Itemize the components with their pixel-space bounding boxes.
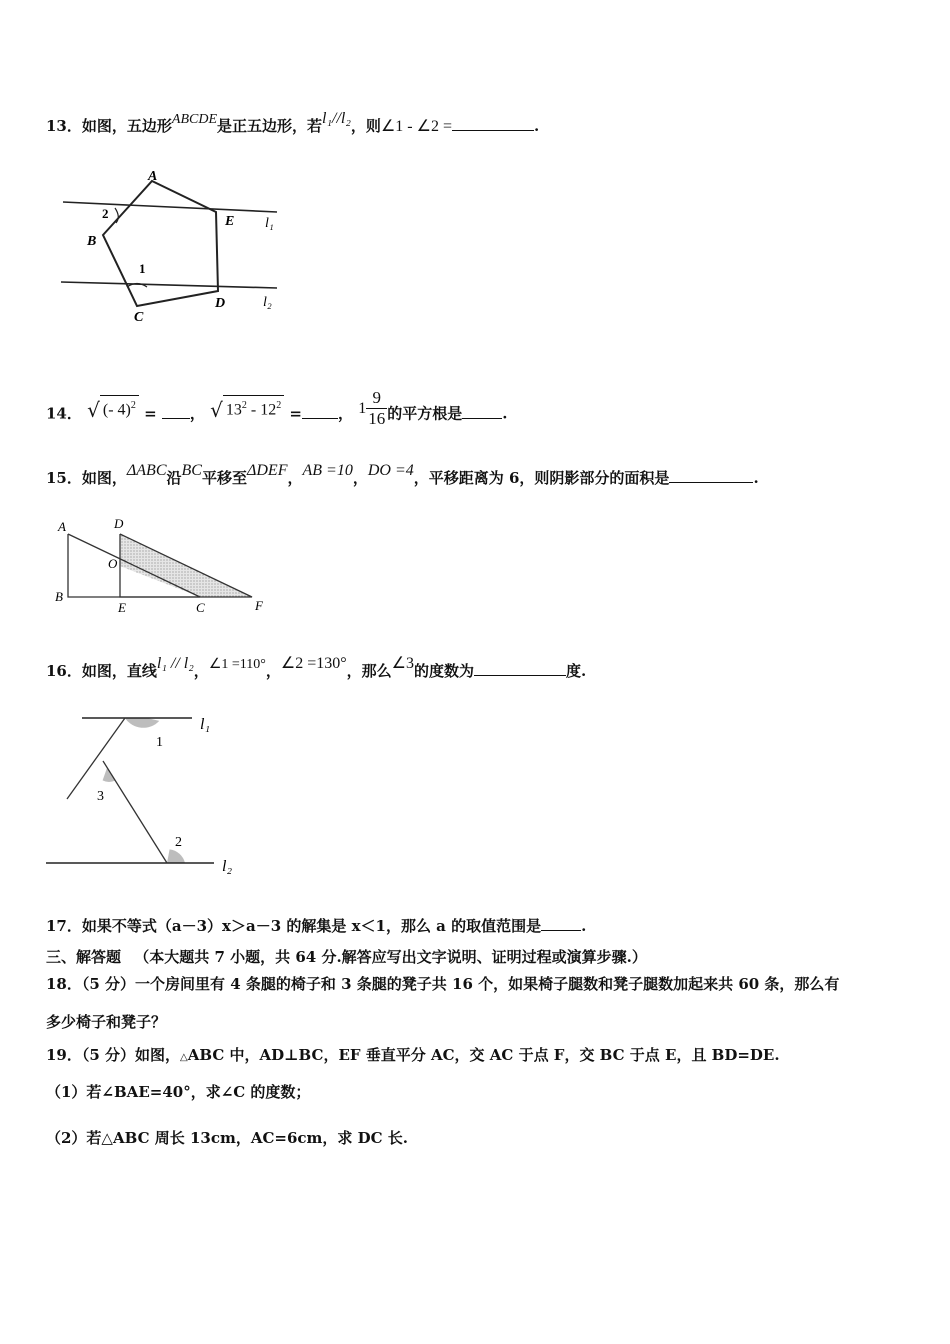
exponent: 2 [241,400,247,412]
exponent: 2 [130,400,136,412]
answer-blank[interactable] [462,402,502,419]
question-number: 14． [46,404,82,423]
math-angle-3: ∠3 [391,655,414,672]
sqrt-expression-1 [100,395,139,420]
question-13 [46,110,540,138]
line-label-l2: l₂ [222,858,233,875]
question-text: ，平移距离为 6，则阴影部分的面积是 [413,469,670,487]
point-label-b: B [55,589,63,604]
period: . [533,117,540,135]
radicand: (- 4) [102,401,131,419]
question-text: ，那么 [346,662,392,680]
point-label-e: E [118,600,126,614]
question-text: ABC 中，AD⊥BC，EF 垂直平分 AC，交 AC 于点 F，交 BC 于点 E，且 BD=DE. [187,1046,780,1064]
period: . [753,469,759,487]
section-title: 三、解答题 [46,948,122,966]
question-text: ，则 [350,117,381,135]
question-19-part-1 [46,1082,310,1102]
math-segment-bc: BC [181,462,202,479]
question-14 [46,388,508,435]
math-ab: AB =10 [302,462,353,479]
line-label-l1: l₁ [200,716,211,733]
question-text: （1）若∠BAE=40°，求∠C 的度数； [46,1083,311,1101]
comma: ， [352,469,368,487]
question-text: 沿 [166,469,182,487]
question-15 [46,462,759,489]
mixed-whole: 1 [358,399,367,417]
triangle-symbol: △ [180,1052,188,1063]
figure-16-parallel-lines [42,705,252,880]
question-text: 18．（5 分）一个房间里有 4 条腿的椅子和 3 条腿的凳子共 16 个，如果椅子腿数和凳子腿数加起来共 60 条，那么有 [46,975,840,993]
mixed-fraction [366,388,387,429]
point-label-f: F [255,598,263,613]
question-text: 19．（5 分）如图， [46,1046,181,1064]
equals: = [284,404,302,423]
question-number: 13． [46,117,82,135]
question-text: 如图， [81,469,127,487]
question-19 [46,1045,780,1068]
sqrt-expression-2 [223,395,284,420]
radicand-part: 13 [225,401,242,419]
answer-blank[interactable] [162,402,190,419]
sqrt-symbol: √ [210,397,223,422]
point-label-e: E [225,214,235,229]
figure-13-pentagon [55,165,295,325]
question-text: 的度数为 [413,662,474,680]
angle-label-2: 2 [175,835,182,850]
math-triangle-def: ΔDEF [246,462,288,479]
question-text: 度. [566,662,587,680]
question-17 [46,914,586,936]
angle-label-1: 1 [156,735,163,750]
point-label-b: B [87,234,97,249]
exponent: 2 [276,400,282,412]
answer-blank[interactable] [474,659,566,676]
question-16 [46,655,587,683]
math-do: DO =4 [367,462,414,479]
period: . [502,404,508,423]
figure-15-translation [52,514,277,614]
question-text: 是正五边形，若 [217,117,323,135]
equals: = [138,404,162,423]
comma: ， [265,662,281,680]
comma: ， [337,404,353,423]
question-18-line-1 [46,974,839,994]
math-pentagon: ABCDE [171,112,217,127]
math-parallel: l₁//l₂ [322,110,351,127]
line-label-l2: l₂ [263,295,272,310]
fraction-denominator: 16 [368,409,386,428]
point-label-a: A [58,519,66,534]
question-text: 平移至 [201,469,247,487]
point-label-c: C [134,310,144,325]
math-angle-2: ∠2 =130° [280,655,347,672]
sqrt-symbol: √ [87,397,100,422]
answer-blank[interactable] [541,914,581,931]
math-parallel: l₁ // l₂ [156,655,194,672]
comma: ， [189,404,205,423]
answer-blank[interactable] [452,114,534,131]
question-text: （2）若△ABC 周长 13cm，AC=6cm，求 DC 长. [46,1129,409,1147]
question-text: 如图，直线 [81,662,157,680]
point-label-o: O [108,556,118,571]
answer-blank[interactable] [302,402,338,419]
line-label-l1: l₁ [265,216,274,231]
math-expression: ∠1 - ∠2 = [380,118,452,135]
comma: ， [287,469,303,487]
comma: ， [193,662,209,680]
angle-label-3: 3 [97,789,104,804]
fraction-numerator: 9 [366,388,387,409]
radicand-part: - 12 [246,401,277,419]
point-label-a: A [148,169,158,184]
angle-label-1: 1 [139,261,146,276]
section-header [46,947,647,967]
question-text: 的平方根是 [387,404,463,423]
question-text: 如图，五边形 [81,117,172,135]
question-18-line-2 [46,1012,166,1032]
angle-label-2: 2 [102,206,109,221]
section-note: （本大题共 7 小题，共 64 分.解答应写出文字说明、证明过程或演算步骤.） [134,948,647,966]
question-19-part-2 [46,1128,408,1148]
point-label-d: D [114,516,124,531]
question-text: 17．如果不等式（a－3）x＞a－3 的解集是 x＜1，那么 a 的取值范围是 [46,917,542,935]
period: . [581,917,587,935]
math-angle-1: ∠1 =110° [208,657,266,672]
question-number: 16． [46,662,82,680]
answer-blank[interactable] [669,466,753,483]
math-triangle-abc: ΔABC [126,462,167,479]
point-label-d: D [215,296,226,311]
question-text: 多少椅子和凳子？ [46,1013,167,1031]
question-number: 15． [46,469,82,487]
point-label-c: C [196,600,205,614]
